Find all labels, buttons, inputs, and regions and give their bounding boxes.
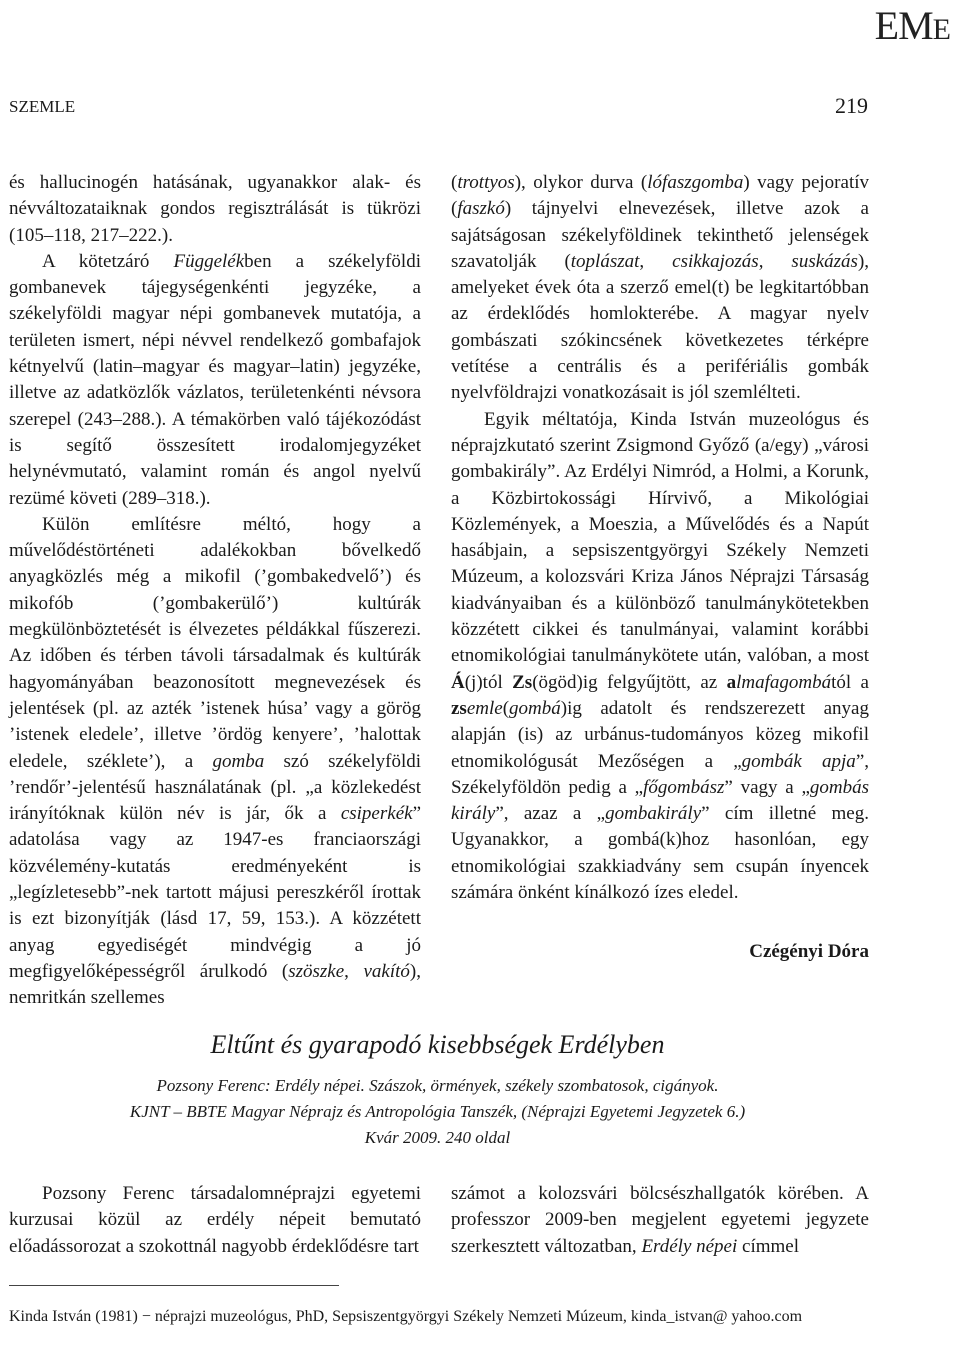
review-author-signature: Czégényi Dóra (749, 941, 869, 962)
journal-logo (875, 2, 950, 49)
review-book-info-line-2: KJNT – BBTE Magyar Néprajz és Antropológia Tanszék, (Néprajzi Egyetemi Jegyzetek 6.) (129, 1102, 746, 1121)
review-right-paragraph: számot a kolozsvári bölcsészhallgatók körében. A professzor 2009-ben megjelent egyetemi jegyzete szerkesztett változatban, Erdély népei címmel (451, 1183, 869, 1257)
review-left-paragraph: Pozsony Ferenc társadalomnéprajzi egyetemi kurzusai közül az erdély népeit bemutató előadássorozat a szokottnál nagyobb érdeklődésre tart (9, 1183, 421, 1257)
left-paragraph-2: A kötetzáró Függelékben a székelyföldi gombanevek tájegységenkénti jegyzéke, a székelyföldi magyar népi gombanevek mutatója, a területen ismert, népi névvel rendelkező gombafajok kétnyelvű (latin–magyar és magyar–latin) jegyzéke, illetve az adatközlők vázlatos, területenkénti névsora szerepel (243–288.). A témakörben való tájékozódást is segítő összesített irodalomjegyzéket helynévmutató, valamint román és angol nyelvű rezümé követi (289–318.). (9, 250, 421, 509)
review-right-column (451, 1181, 869, 1260)
left-column (9, 170, 421, 1012)
review-title: Eltűnt és gyarapodó kisebbségek Erdélyben (210, 1030, 665, 1059)
left-paragraph-1: és hallucinogén hatásának, ugyanakkor alak- és névváltozataiknak gondos regisztrálását is tükrözi (105–118, 217–222.). (9, 172, 421, 246)
review-left-column (9, 1181, 421, 1260)
logo-letter-2: M (898, 3, 933, 48)
right-paragraph-2: Egyik méltatója, Kinda István muzeológus és néprajzkutató szerint Zsigmond Győző (a/egy) „városi gombakirály”. Az Erdélyi Nimród, a Holmi, a Korunk, a Közbirtokossági Hírvivő, a Mikológiai Közlemények, a Moeszia, a Művelődés és a Napút hasábjain, a sepsiszentgyörgyi Székely Nemzeti Múzeum, a kolozsvári Kriza János Néprajzi Társaság kiadványaiban és a különböző tanulmánykötetekben közzétett cikkei és tanulmányai, valamint korábbi etnomikológiai tanulmánykötete után, valóban, a most Á(j)tól Zs(ögöd)ig felgyűjtött, az almafagombától a zsemle(gombá)ig adatolt és rendszerezett anyag alapján (is) az urbánus-tudományos közeg mikofil etnomikológusát Mezőségen a „gombák apja”, Székelyföldön pedig a „főgombász” vagy a „gombás király”, azaz a „gombakirály” cím illetné meg. Ugyanakkor, a gombá(k)hoz hasonlóan, egy etnomikológiai szakkiadvány sem csupán ínyencek számára önként kínálkozó ízes eledel. (451, 408, 869, 904)
left-paragraph-3: Külön említésre méltó, hogy a művelődéstörténeti adalékokban bővelkedő anyagközlés még a mikofil (’gombakedvelő’) és mikofób (’gombakerülő’) kultúrák megkülönböztetését is élvezetes példákkal fűszerezi. Az időben és térben távoli társadalmak és kultúrák hagyományában beazonosított megnevezések és jelentések (pl. az azték ’istenek húsa’ vagy a görög ’istenek eledele’, illetve ’ördög kenyere’, ’halottak eledele, széklete’), a gomba szó székelyföldi ’rendőr’-jelentésű használatának (pl. „a közlekedést irányítóknak külön név is jár, ők a csiperkék” adatolása vagy az 1947-es franciaországi közvélemény-kutatás eredményeként is „legízletesebb”-nek tartott májusi pereszkéről írottak is ezt bizonyítják (lásd 17, 59, 153.). A közzétett anyag egyediségét mindvégig a jó megfigyelőképességről árulkodó (szöszke, vakító), nemritkán szellemes (9, 513, 422, 1009)
right-column (451, 170, 869, 906)
logo-letter-1: E (874, 3, 899, 48)
right-paragraph-1: (trottyos), olykor durva (lófaszgomba) vagy pejoratív (faszkó) tájnyelvi elnevezések, illetve azok a sajátságosan székelyföldinek tekinthető jelenségek szavatolják (toplászat, csikkajozás, suskázás), amelyeket évek óta a szerző emel(t) be legkitartóbban az érdeklődés homlokterébe. A magyar nyelv gombászati szókincsének következetes térképre vetítése a centrális és a perifériális gombák nyelvföldrajzi vonatkozásait is jól szemlélteti. (451, 172, 870, 404)
review-book-info-line-1: Pozsony Ferenc: Erdély népei. Szászok, örmények, székely szombatosok, cigányok. (156, 1076, 719, 1095)
footnote: Kinda István (1981) − néprajzi muzeológus, PhD, Sepsiszentgyörgyi Székely Nemzeti Múzeum, kinda_istvan@ yahoo.com (9, 1308, 803, 1325)
running-head: SZEMLE (9, 97, 76, 116)
logo-letter-3: E (932, 13, 950, 46)
page-number: 219 (835, 93, 868, 118)
footnote-rule (9, 1285, 339, 1286)
review-book-info-line-3: Kvár 2009. 240 oldal (364, 1128, 511, 1147)
